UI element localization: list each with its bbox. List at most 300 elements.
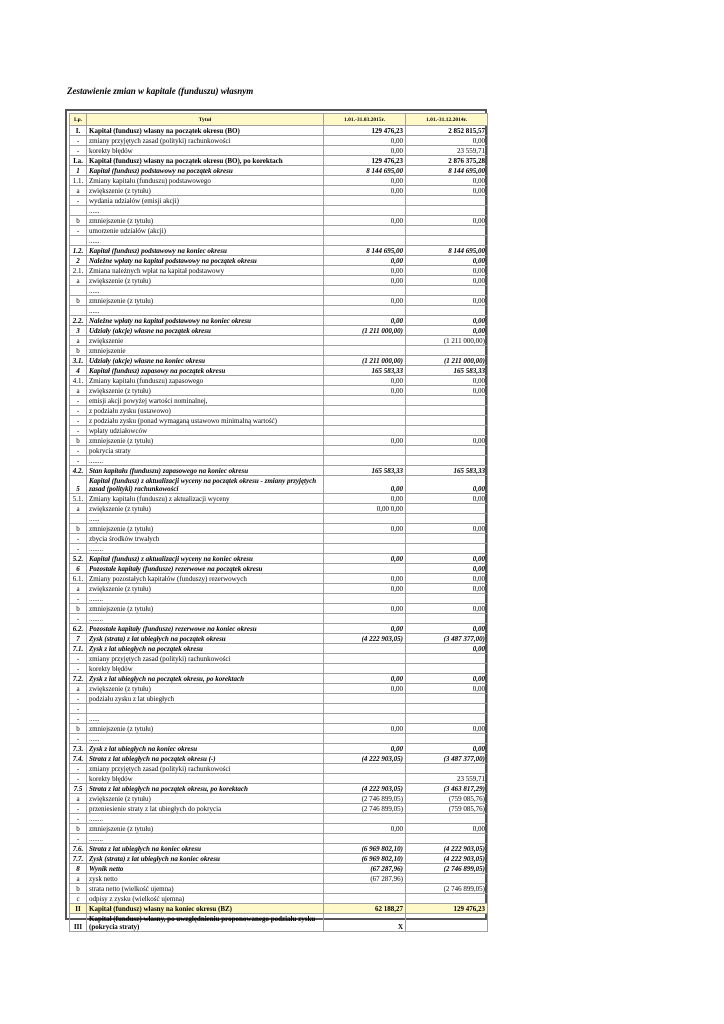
row-lp: - — [70, 594, 87, 604]
table-row — [70, 226, 488, 236]
row-value-2015: 8 144 695,00 — [324, 166, 406, 176]
row-value-2015: 0,00 — [324, 674, 406, 684]
table-row — [70, 446, 488, 456]
row-lp: 6 — [70, 564, 87, 574]
row-value-2014 — [406, 426, 488, 436]
row-value-2015: (67 287,96) — [324, 874, 406, 884]
row-lp: - — [70, 534, 87, 544]
table-row — [70, 436, 488, 446]
row-title: z podziału zysku (ponad wymaganą ustawowo minimalną wartość) — [87, 416, 324, 426]
row-lp — [70, 236, 87, 246]
row-title: zmniejszenie (z tytułu) — [87, 436, 324, 446]
row-title: Strata z lat ubiegłych na początek okresu (-) — [87, 754, 324, 764]
row-value-2014: (759 085,76) — [406, 804, 488, 814]
row-title: korekty błędów — [87, 146, 324, 156]
row-value-2014: 0,00 — [406, 266, 488, 276]
row-value-2015 — [324, 564, 406, 574]
row-value-2014 — [406, 834, 488, 844]
row-value-2015: 0,00 — [324, 146, 406, 156]
row-title: z podziału zysku (ustawowo) — [87, 406, 324, 416]
row-value-2014 — [406, 544, 488, 554]
row-lp: b — [70, 216, 87, 226]
row-value-2014 — [406, 694, 488, 704]
table-row — [70, 326, 488, 336]
row-lp: - — [70, 146, 87, 156]
row-title: wydania udziałów (emisji akcji) — [87, 196, 324, 206]
row-value-2014: (4 222 903,05) — [406, 844, 488, 854]
row-value-2015 — [324, 644, 406, 654]
equity-changes-table — [69, 113, 488, 932]
row-title: ........ — [87, 594, 324, 604]
table-row — [70, 494, 488, 504]
row-value-2015: 0,00 — [324, 724, 406, 734]
row-title: zmniejszenie (z tytułu) — [87, 524, 324, 534]
table-row — [70, 584, 488, 594]
table-row — [70, 874, 488, 884]
row-title: Zmiany pozostałych kapitałów (funduszy) rezerwowych — [87, 574, 324, 584]
row-value-2015: 62 188,27 — [324, 904, 406, 914]
table-row — [70, 166, 488, 176]
table-row — [70, 664, 488, 674]
row-title: zbycia środków trwałych — [87, 534, 324, 544]
row-title: Udziały (akcje) własne na początek okresu — [87, 326, 324, 336]
table-row — [70, 416, 488, 426]
row-title: ........ — [87, 834, 324, 844]
table-row — [70, 744, 488, 754]
row-value-2015: 0,00 — [324, 624, 406, 634]
row-value-2015 — [324, 226, 406, 236]
row-title: odpisy z zysku (wielkość ujemna) — [87, 894, 324, 904]
table-row — [70, 276, 488, 286]
table-row — [70, 316, 488, 326]
row-value-2014: (2 746 899,05) — [406, 884, 488, 894]
table-row — [70, 246, 488, 256]
row-value-2014 — [406, 894, 488, 904]
row-title: ...... — [87, 236, 324, 246]
row-value-2015: X — [324, 914, 406, 932]
row-value-2014 — [406, 664, 488, 674]
row-title: ........ — [87, 614, 324, 624]
row-value-2014: 8 144 695,00 — [406, 166, 488, 176]
table-row — [70, 624, 488, 634]
table-row — [70, 426, 488, 436]
row-value-2015 — [324, 416, 406, 426]
row-value-2015 — [324, 834, 406, 844]
row-value-2014 — [406, 734, 488, 744]
row-value-2014: 0,00 — [406, 744, 488, 754]
row-value-2015: (2 746 899,05) — [324, 804, 406, 814]
row-title: Należne wpłaty na kapitał podstawowy na początek okresu — [87, 256, 324, 266]
table-row — [70, 614, 488, 624]
row-lp: - — [70, 694, 87, 704]
row-lp: - — [70, 396, 87, 406]
row-lp: 1 — [70, 166, 87, 176]
table-row — [70, 336, 488, 346]
row-value-2014: (1 211 000,00) — [406, 356, 488, 366]
table-row — [70, 714, 488, 724]
table-row — [70, 754, 488, 764]
row-value-2015: (4 222 903,05) — [324, 634, 406, 644]
row-title: ...... — [87, 306, 324, 316]
row-value-2014: 0,00 — [406, 136, 488, 146]
table-row — [70, 674, 488, 684]
row-title: ...... — [87, 734, 324, 744]
row-value-2015 — [324, 426, 406, 436]
row-lp: II — [70, 904, 87, 914]
row-title: Zysk z lat ubiegłych na koniec okresu — [87, 744, 324, 754]
row-value-2014 — [406, 654, 488, 664]
row-lp: b — [70, 604, 87, 614]
row-value-2015: 0,00 — [324, 436, 406, 446]
table-row — [70, 654, 488, 664]
table-row — [70, 834, 488, 844]
table-row — [70, 734, 488, 744]
row-value-2014: 0,00 — [406, 316, 488, 326]
row-value-2014: 0,00 — [406, 296, 488, 306]
row-lp: b — [70, 436, 87, 446]
row-value-2015: 0,00 0,00 — [324, 504, 406, 514]
table-row — [70, 476, 488, 494]
row-value-2014: 23 559,71 — [406, 774, 488, 784]
row-lp: - — [70, 196, 87, 206]
row-value-2015 — [324, 514, 406, 524]
row-title: Kapitał (fundusz) własny na początek okresu (BO), po korektach — [87, 156, 324, 166]
row-value-2015 — [324, 196, 406, 206]
row-value-2015: (4 222 903,05) — [324, 784, 406, 794]
row-value-2015 — [324, 446, 406, 456]
row-lp — [70, 306, 87, 316]
row-value-2015: 0,00 — [324, 684, 406, 694]
row-title: Zmiany kapitału (funduszu) z aktualizacji wyceny — [87, 494, 324, 504]
table-row — [70, 704, 488, 714]
row-value-2014 — [406, 914, 488, 932]
row-title: Należne wpłaty na kapitał podstawowy na koniec okresu — [87, 316, 324, 326]
row-lp: a — [70, 186, 87, 196]
row-value-2015 — [324, 884, 406, 894]
row-lp: - — [70, 614, 87, 624]
row-lp — [70, 286, 87, 296]
table-row — [70, 504, 488, 514]
table-row — [70, 544, 488, 554]
row-title: ...... — [87, 514, 324, 524]
row-lp: - — [70, 426, 87, 436]
row-value-2014: 129 476,23 — [406, 904, 488, 914]
row-value-2014 — [406, 534, 488, 544]
row-lp: b — [70, 824, 87, 834]
row-title: Zysk (strata) z lat ubiegłych na koniec okresu — [87, 854, 324, 864]
row-lp: b — [70, 724, 87, 734]
table-row — [70, 136, 488, 146]
row-value-2015: 0,00 — [324, 574, 406, 584]
row-lp: I. — [70, 126, 87, 136]
row-value-2015: 0,00 — [324, 494, 406, 504]
row-lp: 4.1. — [70, 376, 87, 386]
table-row — [70, 524, 488, 534]
row-title: ........ — [87, 814, 324, 824]
table-row — [70, 864, 488, 874]
row-lp: 7.5 — [70, 784, 87, 794]
table-row — [70, 844, 488, 854]
row-title: zmniejszenie (z tytułu) — [87, 724, 324, 734]
row-value-2014 — [406, 764, 488, 774]
row-title: zmniejszenie (z tytułu) — [87, 824, 324, 834]
row-lp: a — [70, 684, 87, 694]
row-value-2015 — [324, 346, 406, 356]
row-value-2015: (6 969 802,10) — [324, 854, 406, 864]
table-row — [70, 356, 488, 366]
row-lp: 5.2. — [70, 554, 87, 564]
row-value-2014: 0,00 — [406, 176, 488, 186]
row-value-2014: 23 559,71 — [406, 146, 488, 156]
row-title: umorzenie udziałów (akcji) — [87, 226, 324, 236]
row-lp: b — [70, 296, 87, 306]
row-value-2014: (1 211 000,00) — [406, 336, 488, 346]
row-title: Zmiana należnych wpłat na kapitał podstawowy — [87, 266, 324, 276]
row-title: zwiększenie (z tytułu) — [87, 584, 324, 594]
row-lp: 7 — [70, 634, 87, 644]
table-row — [70, 694, 488, 704]
row-lp: - — [70, 834, 87, 844]
table-row — [70, 366, 488, 376]
row-value-2014: (3 463 817,29) — [406, 784, 488, 794]
row-value-2014: 0,00 — [406, 326, 488, 336]
row-value-2015: 129 476,23 — [324, 126, 406, 136]
row-lp: 1.2. — [70, 246, 87, 256]
table-row — [70, 894, 488, 904]
row-value-2014 — [406, 236, 488, 246]
row-lp: 7.2. — [70, 674, 87, 684]
row-title: Zysk z lat ubiegłych na początek okresu — [87, 644, 324, 654]
table-row — [70, 156, 488, 166]
row-title: korekty błędów — [87, 774, 324, 784]
row-lp: I.a. — [70, 156, 87, 166]
row-title: Udziały (akcje) własne na koniec okresu — [87, 356, 324, 366]
row-value-2014: 0,00 — [406, 564, 488, 574]
row-value-2015: 0,00 — [324, 524, 406, 534]
row-value-2014: (2 746 899,05) — [406, 864, 488, 874]
row-value-2014 — [406, 614, 488, 624]
row-lp: a — [70, 584, 87, 594]
row-value-2014 — [406, 714, 488, 724]
row-title: zmniejszenie (z tytułu) — [87, 216, 324, 226]
row-lp: - — [70, 446, 87, 456]
row-value-2015: 0,00 — [324, 604, 406, 614]
table-row — [70, 774, 488, 784]
row-value-2014: 0,00 — [406, 186, 488, 196]
row-title: Kapitał (fundusz) z aktualizacji wyceny na początek okresu - zmiany przyjętych zasad (polityki) rachunkowości — [87, 476, 324, 494]
row-value-2015: 165 583,33 — [324, 466, 406, 476]
row-value-2014: 0,00 — [406, 216, 488, 226]
row-lp: 5 — [70, 476, 87, 494]
row-lp: - — [70, 774, 87, 784]
row-lp: - — [70, 764, 87, 774]
row-lp: 6.2. — [70, 624, 87, 634]
row-value-2015: (67 287,96) — [324, 864, 406, 874]
row-lp: - — [70, 704, 87, 714]
table-row — [70, 186, 488, 196]
row-title: podziału zysku z lat ubiegłych — [87, 694, 324, 704]
row-value-2014: (759 085,76) — [406, 794, 488, 804]
row-lp: b — [70, 884, 87, 894]
table-row — [70, 554, 488, 564]
row-title: zmniejszenie (z tytułu) — [87, 604, 324, 614]
table-row — [70, 286, 488, 296]
table-row — [70, 456, 488, 466]
row-lp: b — [70, 524, 87, 534]
table-row — [70, 644, 488, 654]
table-row — [70, 794, 488, 804]
row-lp: 3 — [70, 326, 87, 336]
row-lp: - — [70, 406, 87, 416]
row-value-2014 — [406, 504, 488, 514]
row-value-2014: (4 222 903,05) — [406, 854, 488, 864]
row-lp: a — [70, 276, 87, 286]
table-row — [70, 346, 488, 356]
table-row — [70, 466, 488, 476]
row-value-2014 — [406, 206, 488, 216]
row-lp: 6.1. — [70, 574, 87, 584]
table-row — [70, 764, 488, 774]
row-value-2015: 129 476,23 — [324, 156, 406, 166]
row-title: Kapitał (fundusz) zapasowy na początek okresu — [87, 366, 324, 376]
row-value-2015: 0,00 — [324, 386, 406, 396]
table-row — [70, 724, 488, 734]
row-lp: 2.2. — [70, 316, 87, 326]
row-lp: a — [70, 794, 87, 804]
table-row — [70, 904, 488, 914]
row-title: Kapitał (fundusz) podstawowy na początek okresu — [87, 166, 324, 176]
row-value-2015: 8 144 695,00 — [324, 246, 406, 256]
row-value-2015 — [324, 286, 406, 296]
row-value-2014: 8 144 695,00 — [406, 246, 488, 256]
table-row — [70, 376, 488, 386]
row-value-2015 — [324, 456, 406, 466]
row-lp: a — [70, 386, 87, 396]
row-value-2015: 0,00 — [324, 824, 406, 834]
header-lp: Lp. — [70, 114, 87, 126]
row-title: zwiększenie (z tytułu) — [87, 504, 324, 514]
row-value-2014 — [406, 446, 488, 456]
row-lp: - — [70, 456, 87, 466]
row-value-2014: 2 876 375,28 — [406, 156, 488, 166]
table-row — [70, 296, 488, 306]
row-lp: 7.4. — [70, 754, 87, 764]
row-lp — [70, 206, 87, 216]
table-row — [70, 824, 488, 834]
row-lp: 8 — [70, 864, 87, 874]
row-title: Strata z lat ubiegłych na koniec okresu — [87, 844, 324, 854]
row-value-2015 — [324, 764, 406, 774]
row-value-2015 — [324, 406, 406, 416]
table-row — [70, 804, 488, 814]
table-row — [70, 684, 488, 694]
row-value-2015 — [324, 236, 406, 246]
row-lp: - — [70, 814, 87, 824]
row-title: ...... — [87, 206, 324, 216]
row-value-2015 — [324, 336, 406, 346]
row-value-2014: 0,00 — [406, 724, 488, 734]
row-value-2014 — [406, 226, 488, 236]
row-lp: - — [70, 544, 87, 554]
row-value-2014: 0,00 — [406, 276, 488, 286]
row-value-2015 — [324, 396, 406, 406]
table-row — [70, 914, 488, 932]
row-value-2014: 0,00 — [406, 584, 488, 594]
row-value-2015: 0,00 — [324, 186, 406, 196]
row-lp: a — [70, 874, 87, 884]
row-title: zmniejszenie (z tytułu) — [87, 296, 324, 306]
row-value-2015: 165 583,33 — [324, 366, 406, 376]
row-lp: 7.6. — [70, 844, 87, 854]
row-value-2015 — [324, 714, 406, 724]
row-value-2014: (3 487 377,00) — [406, 754, 488, 764]
row-value-2014: 0,00 — [406, 436, 488, 446]
row-lp: 4.2. — [70, 466, 87, 476]
row-value-2015: 0,00 — [324, 176, 406, 186]
row-title: zwiększenie (z tytułu) — [87, 794, 324, 804]
row-lp: - — [70, 734, 87, 744]
table-row — [70, 146, 488, 156]
row-title: zmiany przyjętych zasad (polityki) rachunkowości — [87, 764, 324, 774]
row-value-2014 — [406, 814, 488, 824]
table-row — [70, 604, 488, 614]
row-value-2015 — [324, 534, 406, 544]
table-row — [70, 206, 488, 216]
row-value-2014 — [406, 514, 488, 524]
table-row — [70, 256, 488, 266]
row-value-2015: 0,00 — [324, 276, 406, 286]
row-title: Pozostałe kapitały (fundusze) rezerwowe na początek okresu — [87, 564, 324, 574]
row-value-2014: 165 583,33 — [406, 366, 488, 376]
row-title: zmiany przyjętych zasad (polityki) rachunkowości — [87, 136, 324, 146]
row-value-2014: 0,00 — [406, 386, 488, 396]
table-row — [70, 514, 488, 524]
row-value-2015 — [324, 894, 406, 904]
row-value-2015: (4 222 903,05) — [324, 754, 406, 764]
table-row — [70, 854, 488, 864]
row-title: ........ — [87, 456, 324, 466]
row-lp: 7.3. — [70, 744, 87, 754]
row-value-2014: 165 583,33 — [406, 466, 488, 476]
row-value-2015 — [324, 664, 406, 674]
row-title: korekty błędów — [87, 664, 324, 674]
row-title: Kapitał (fundusz) własny na koniec okresu (BZ) — [87, 904, 324, 914]
row-value-2014: 0,00 — [406, 524, 488, 534]
row-lp: 3.1. — [70, 356, 87, 366]
row-title: zwiększenie — [87, 336, 324, 346]
table-row — [70, 814, 488, 824]
row-title: ........ — [87, 544, 324, 554]
row-lp: 4 — [70, 366, 87, 376]
table-row — [70, 564, 488, 574]
table-row — [70, 594, 488, 604]
table-header-row — [70, 114, 488, 126]
row-value-2015: 0,00 — [324, 256, 406, 266]
table-row — [70, 396, 488, 406]
row-lp — [70, 514, 87, 524]
row-value-2015 — [324, 694, 406, 704]
table-row — [70, 784, 488, 794]
row-value-2015: (2 746 899,05) — [324, 794, 406, 804]
row-value-2014: 0,00 — [406, 574, 488, 584]
row-lp: a — [70, 504, 87, 514]
table-row — [70, 216, 488, 226]
row-title: Zysk (strata) z lat ubiegłych na początek okresu — [87, 634, 324, 644]
table-row — [70, 406, 488, 416]
row-title: pokrycia straty — [87, 446, 324, 456]
row-value-2015: 0,00 — [324, 584, 406, 594]
row-title: Kapitał (fundusz) własny, po uwzględnieniu proponowanego podziału zysku (pokrycia straty) — [87, 914, 324, 932]
